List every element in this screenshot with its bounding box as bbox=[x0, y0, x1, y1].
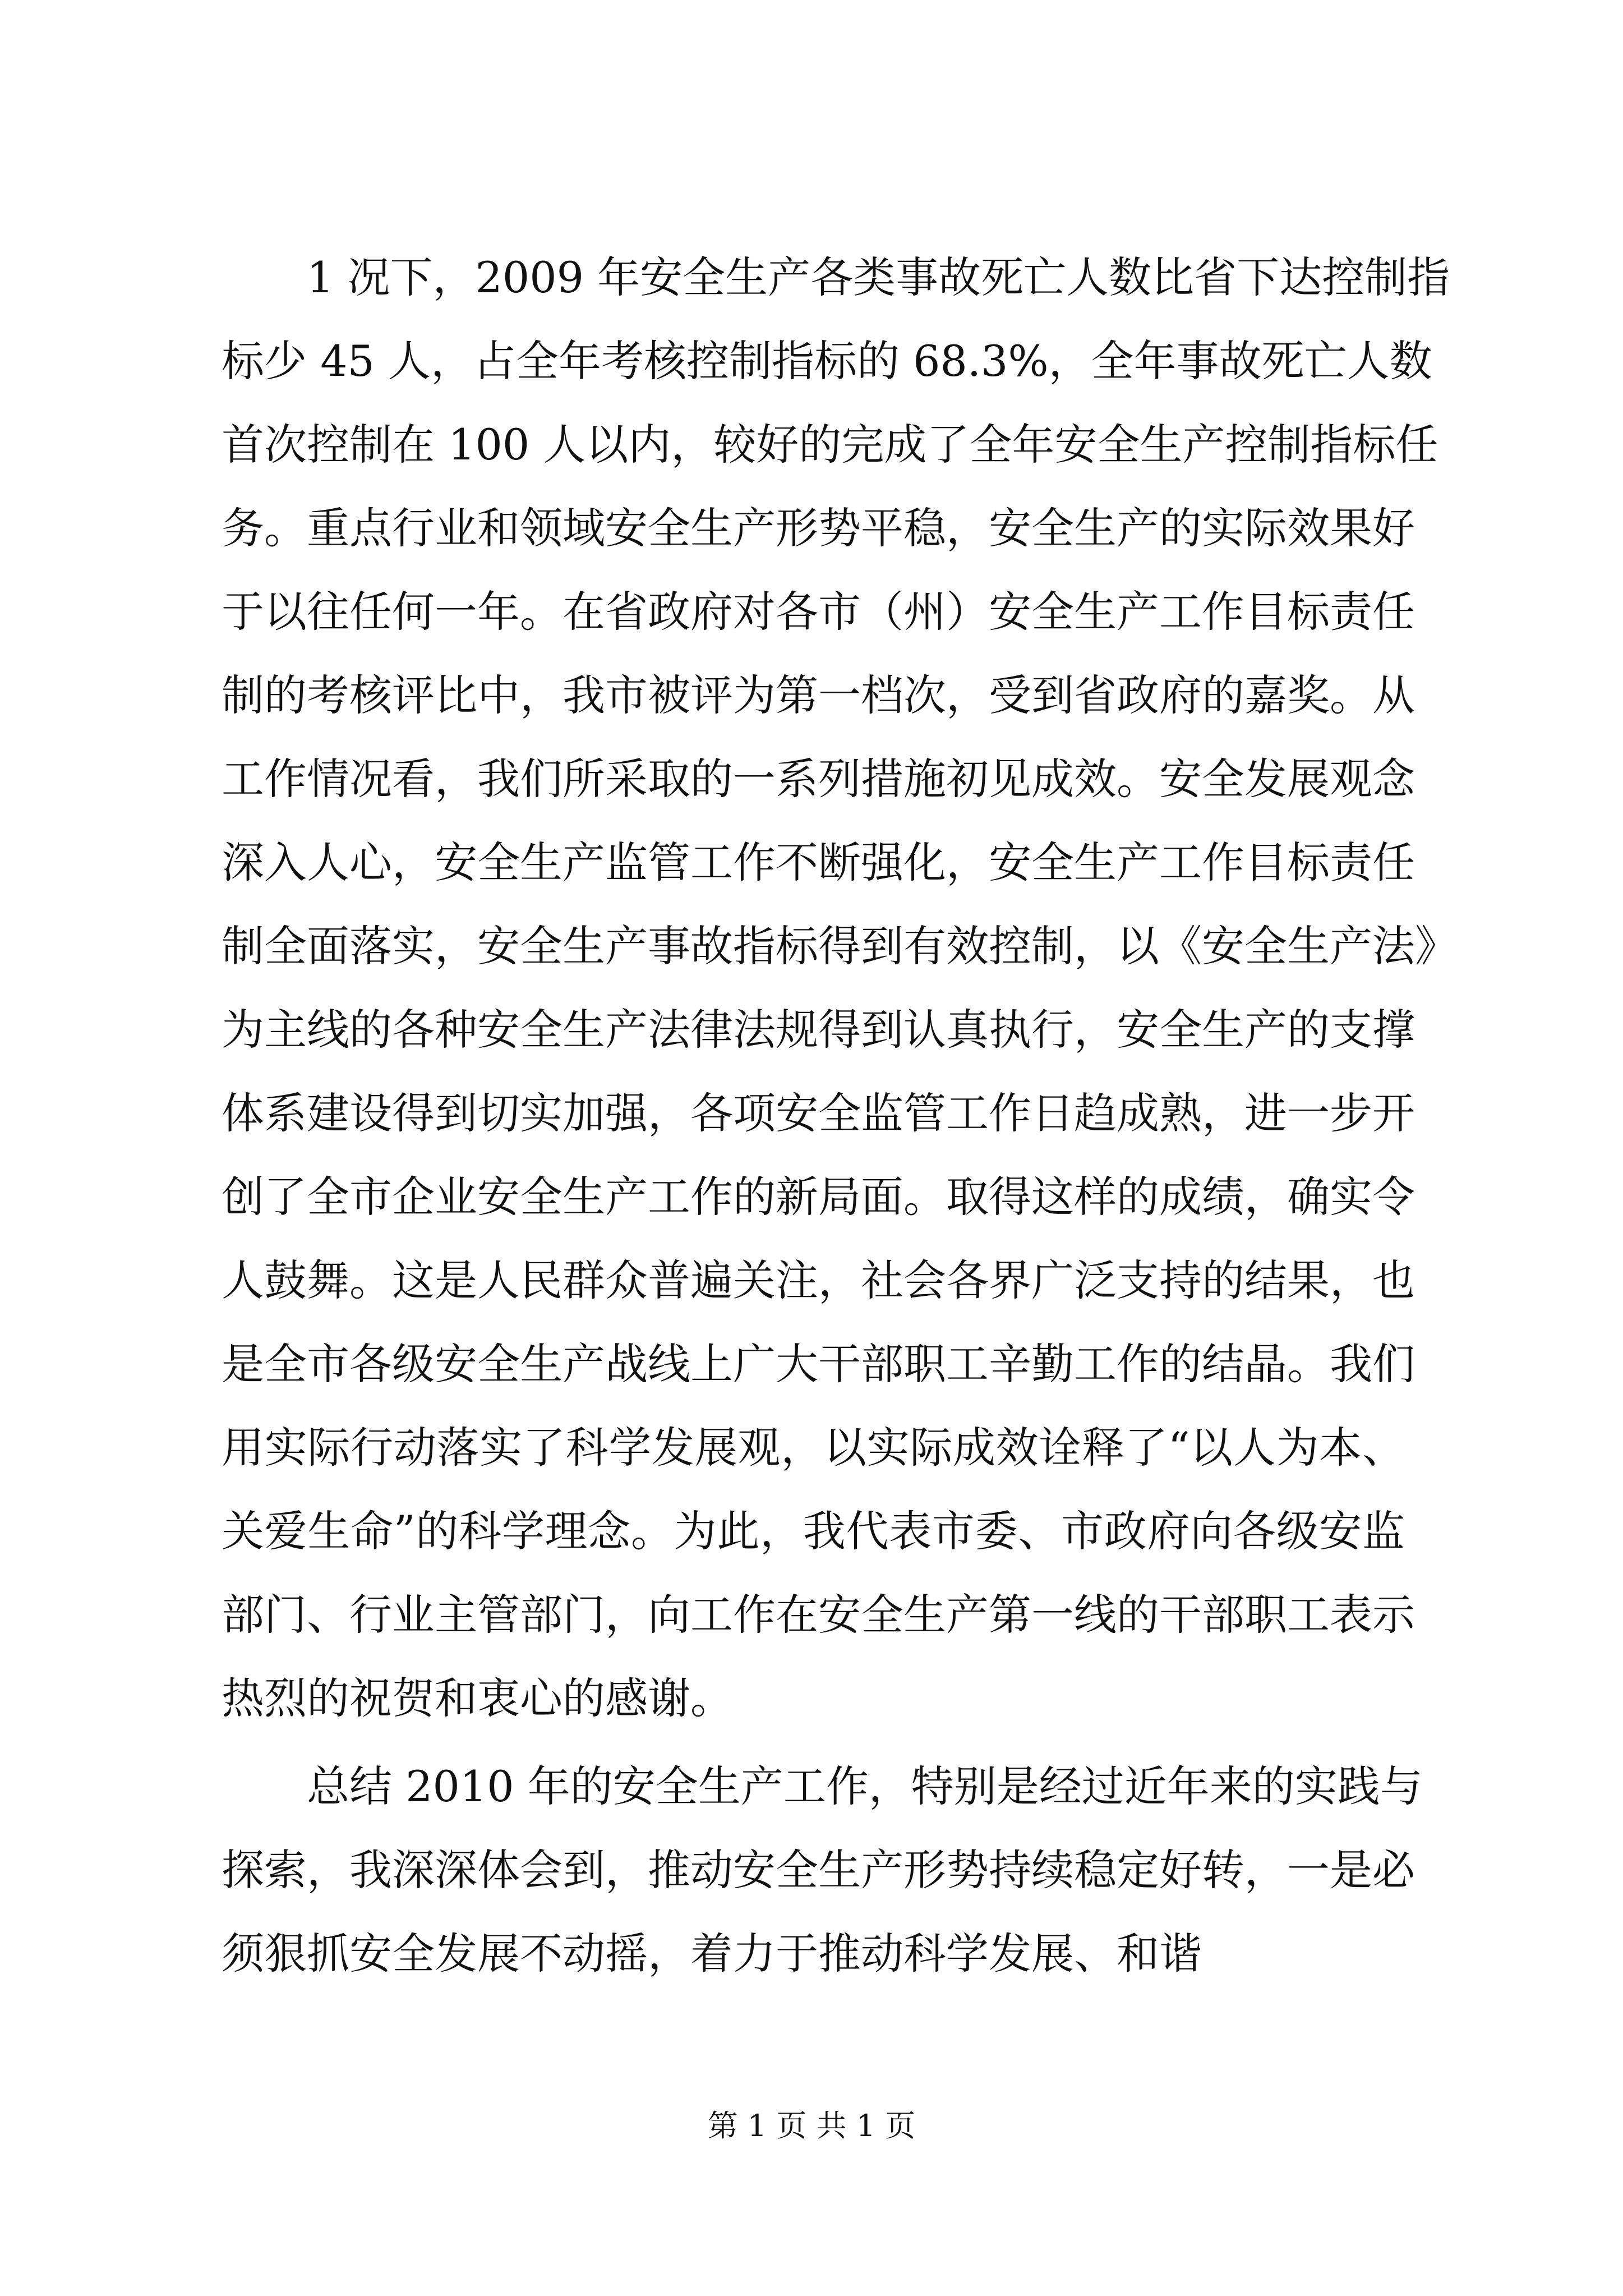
paragraph-2 bbox=[222, 1745, 1423, 1995]
text-line: 热烈的祝贺和衷心的感谢。 bbox=[222, 1673, 733, 1723]
text-line: 关爱生命”的科学理念。为此，我代表市委、市政府向各级安监 bbox=[222, 1506, 1405, 1556]
text-line: 于以往任何一年。在省政府对各市（州）安全生产工作目标责任 bbox=[222, 587, 1415, 637]
text-line: 用实际行动落实了科学发展观，以实际成效诠释了“以人为本、 bbox=[222, 1423, 1405, 1473]
text-line: 总结 2010 年的安全生产工作，特别是经过近年来的实践与 bbox=[307, 1761, 1423, 1811]
text-line: 是全市各级安全生产战线上广大干部职工辛勤工作的结晶。我们 bbox=[222, 1339, 1415, 1389]
text-line: 务。重点行业和领域安全生产形势平稳，安全生产的实际效果好 bbox=[222, 503, 1415, 553]
text-line: 部门、行业主管部门，向工作在安全生产第一线的干部职工表示 bbox=[222, 1590, 1415, 1640]
text-line: 首次控制在 100 人以内，较好的完成了全年安全生产控制指标任 bbox=[222, 420, 1438, 470]
text-line: 工作情况看，我们所采取的一系列措施初见成效。安全发展观念 bbox=[222, 754, 1415, 804]
text-line: 探索，我深深体会到，推动安全生产形势持续稳定好转，一是必 bbox=[222, 1845, 1415, 1895]
page-number: 第 1 页 共 1 页 bbox=[707, 2108, 916, 2143]
text-line: 标少 45 人，占全年考核控制指标的 68.3%，全年事故死亡人数 bbox=[222, 336, 1432, 386]
text-line: 须狠抓安全发展不动摇，着力于推动科学发展、和谐 bbox=[222, 1929, 1202, 1978]
text-line: 深入人心，安全生产监管工作不断强化，安全生产工作目标责任 bbox=[222, 838, 1415, 887]
paragraph-1 bbox=[222, 236, 1458, 1740]
text-line: 为主线的各种安全生产法律法规得到认真执行，安全生产的支撑 bbox=[222, 1005, 1415, 1055]
text-line: 体系建设得到切实加强，各项安全监管工作日趋成熟，进一步开 bbox=[222, 1088, 1415, 1138]
text-line: 制的考核评比中，我市被评为第一档次，受到省政府的嘉奖。从 bbox=[222, 670, 1415, 720]
page-footer bbox=[0, 2104, 1623, 2148]
text-line: 1 况下，2009 年安全生产各类事故死亡人数比省下达控制指 bbox=[307, 252, 1450, 302]
text-line: 人鼓舞。这是人民群众普遍关注，社会各界广泛支持的结果，也 bbox=[222, 1255, 1415, 1305]
text-line: 创了全市企业安全生产工作的新局面。取得这样的成绩，确实令 bbox=[222, 1172, 1415, 1222]
text-line: 制全面落实，安全生产事故指标得到有效控制，以《安全生产法》 bbox=[222, 921, 1458, 971]
document-body bbox=[222, 236, 1458, 1995]
